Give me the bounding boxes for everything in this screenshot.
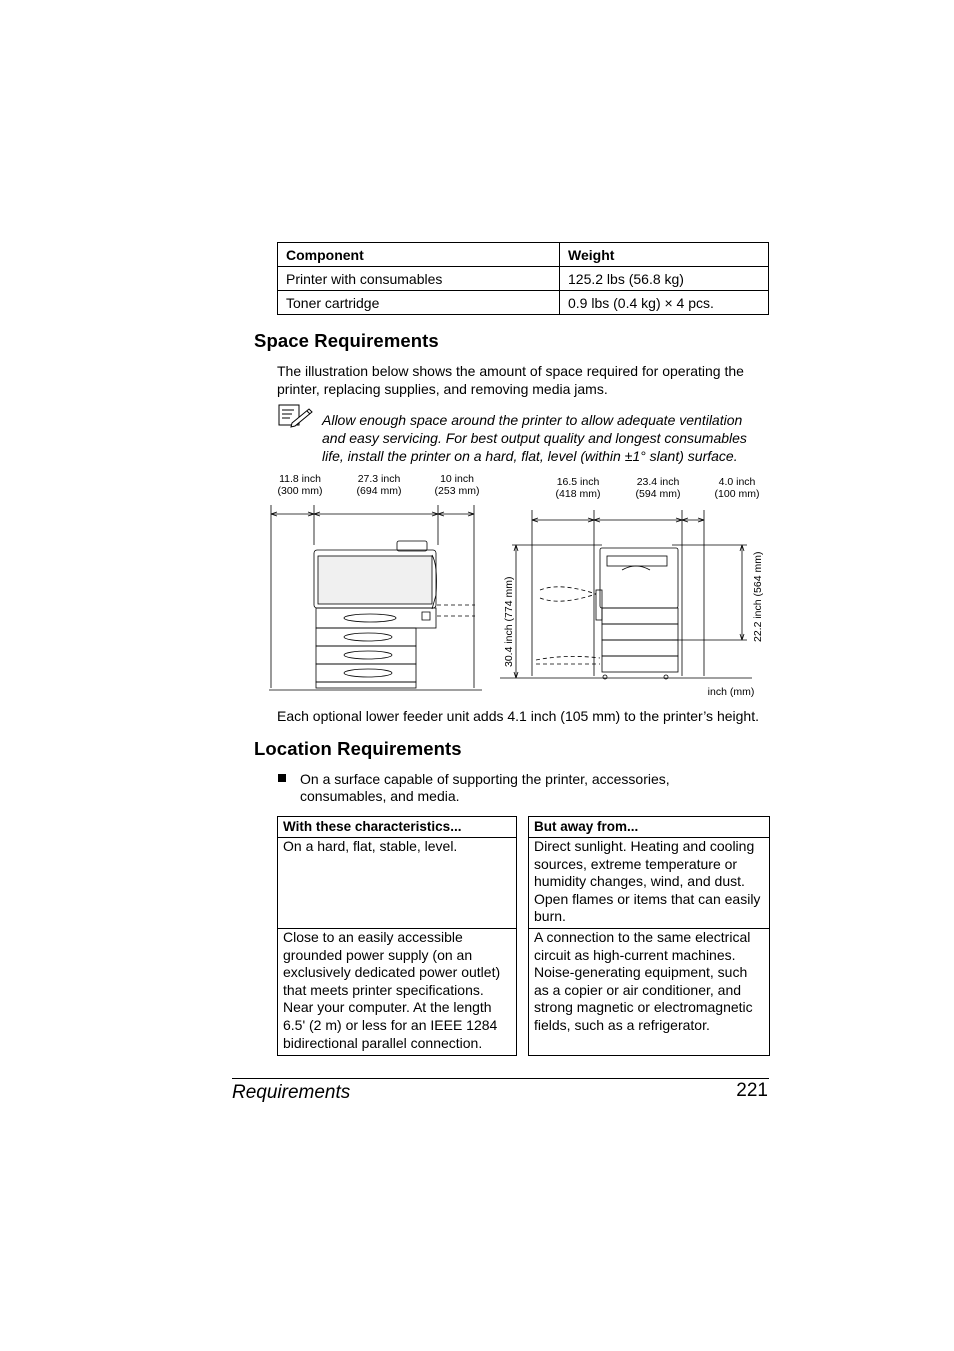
cell-line: grounded power supply (on an <box>283 946 473 963</box>
table-cell: Toner cartridge <box>278 291 560 315</box>
dim-mm: (300 mm) <box>277 485 323 497</box>
table-cell <box>278 929 516 1052</box>
cell-line: Near your computer. At the length <box>283 999 492 1016</box>
side-dim-left <box>546 476 610 500</box>
location-requirements-heading: Location Requirements <box>254 738 462 759</box>
printer-clearance-diagram <box>262 500 772 695</box>
table-cell <box>529 929 769 1035</box>
footer-section-title: Requirements <box>232 1082 351 1103</box>
cell-line: exclusively dedicated power outlet) <box>283 964 501 981</box>
cell-line: sources, extreme temperature or <box>534 855 738 872</box>
note-pencil-icon <box>278 404 314 428</box>
cell-line: that meets printer specifications. <box>283 981 484 998</box>
cell-line: as a copier or air conditioner, and <box>534 981 742 998</box>
cell-line: circuit as high-current machines. <box>534 946 736 963</box>
note-line: life, install the printer on a hard, flat, level (within ±1° slant) surface. <box>322 448 738 464</box>
cell-line: On a hard, flat, stable, level. <box>283 838 458 854</box>
cell-line: humidity changes, wind, and dust. <box>534 873 745 890</box>
column-header: With these characteristics... <box>278 817 516 838</box>
front-dim-left <box>268 473 332 497</box>
front-dim-right <box>425 473 489 497</box>
table-cell <box>278 838 516 929</box>
bullet-line: On a surface capable of supporting the printer, accessories, <box>300 771 670 787</box>
side-dim-right <box>705 476 769 500</box>
feeder-note: Each optional lower feeder unit adds 4.1 inch (105 mm) to the printer’s height. <box>277 708 759 724</box>
front-dim-middle <box>347 473 411 497</box>
bullet-line: consumables, and media. <box>300 788 460 804</box>
footer-rule <box>232 1078 769 1079</box>
dim-inch: 27.3 inch <box>357 473 401 485</box>
space-intro-line: The illustration below shows the amount of space required for operating the <box>277 363 744 379</box>
dim-mm: (418 mm) <box>555 488 601 500</box>
note-line: Allow enough space around the printer to allow adequate ventilation <box>322 412 743 428</box>
height-total-label: 30.4 inch (774 mm) <box>503 576 515 667</box>
space-requirements-heading: Space Requirements <box>254 330 439 351</box>
cell-line: Noise-generating equipment, such <box>534 964 748 981</box>
dim-mm: (100 mm) <box>714 488 760 500</box>
cell-line: burn. <box>534 908 566 925</box>
cell-line: strong magnetic or electromagnetic <box>534 999 753 1016</box>
column-header: Weight <box>560 243 769 267</box>
table-row <box>278 291 769 315</box>
weight-table <box>277 242 769 315</box>
dim-inch: 4.0 inch <box>718 476 756 488</box>
note-line: and easy servicing. For best output quality and longest consumables <box>322 430 747 446</box>
cell-line: Open flames or items that can easily <box>534 890 761 907</box>
space-intro-line: printer, replacing supplies, and removing media jams. <box>277 381 608 397</box>
dim-mm: (253 mm) <box>434 485 480 497</box>
side-dim-middle <box>626 476 690 500</box>
dim-inch: 16.5 inch <box>556 476 600 488</box>
dim-inch: 23.4 inch <box>636 476 680 488</box>
units-label: inch (mm) <box>707 686 755 698</box>
cell-line: bidirectional parallel connection. <box>283 1034 483 1051</box>
table-cell: 0.9 lbs (0.4 kg) × 4 pcs. <box>560 291 769 315</box>
dim-mm: (694 mm) <box>356 485 402 497</box>
column-header: Component <box>278 243 560 267</box>
table-header-row <box>278 243 769 267</box>
away-from-table <box>528 816 770 1056</box>
bullet-square-icon <box>278 774 286 782</box>
dim-inch: 11.8 inch <box>279 473 321 485</box>
height-printer-label: 22.2 inch (564 mm) <box>752 551 764 642</box>
cell-line: A connection to the same electrical <box>534 929 751 945</box>
page-number: 221 <box>736 1080 768 1101</box>
column-header: But away from... <box>529 817 769 838</box>
table-cell: 125.2 lbs (56.8 kg) <box>560 267 769 291</box>
table-cell <box>529 838 769 929</box>
characteristics-table <box>277 816 517 1056</box>
cell-line: Direct sunlight. Heating and cooling <box>534 838 755 854</box>
cell-line: fields, such as a refrigerator. <box>534 1016 710 1033</box>
table-row <box>278 267 769 291</box>
dim-inch: 10 inch <box>440 473 474 485</box>
table-cell: Printer with consumables <box>278 267 560 291</box>
cell-line: 6.5' (2 m) or less for an IEEE 1284 <box>283 1016 498 1033</box>
dim-mm: (594 mm) <box>635 488 681 500</box>
cell-line: Close to an easily accessible <box>283 929 463 945</box>
